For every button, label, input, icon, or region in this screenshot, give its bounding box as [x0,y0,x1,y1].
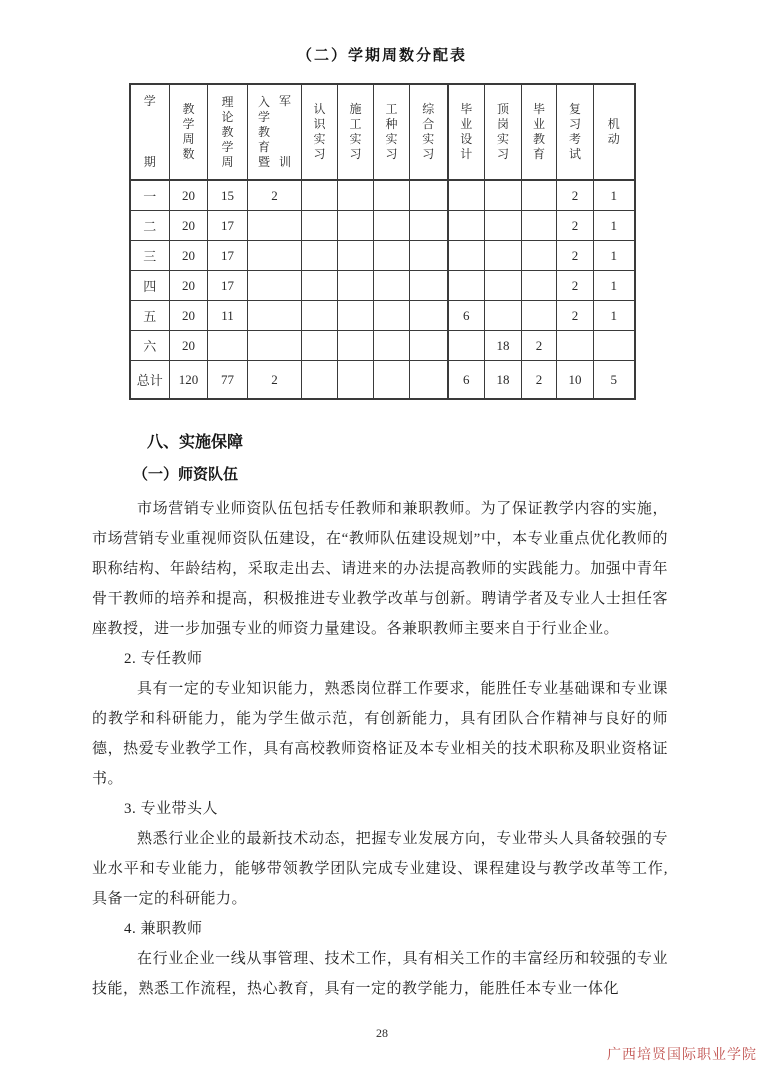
table-cell: 20 [170,271,208,301]
table-cell [374,241,410,271]
table-row [130,331,635,361]
table-cell [338,180,374,211]
table-cell [338,361,374,400]
row-label: 总计 [130,361,170,400]
table-cell [302,331,338,361]
table-cell [374,180,410,211]
subsection-heading: （一）师资队伍 [133,466,239,483]
table-cell [448,271,485,301]
table-row [130,271,635,301]
table-cell [248,241,302,271]
column-header: 机 动 [594,84,635,180]
table-cell: 2 [522,331,557,361]
table-row [130,180,635,211]
table-cell [410,211,448,241]
table-cell [248,271,302,301]
column-header: 施 工 实 习 [338,84,374,180]
table-cell [522,301,557,331]
table-row [130,361,635,400]
table-cell [410,180,448,211]
table-cell: 1 [594,271,635,301]
table-cell: 1 [594,301,635,331]
table-row [130,211,635,241]
table-title: （二）学期周数分配表 [296,47,467,64]
column-header: 综 合 实 习 [410,84,448,180]
table-cell: 1 [594,180,635,211]
row-label: 二 [130,211,170,241]
table-cell [448,331,485,361]
table-cell: 120 [170,361,208,400]
section-heading: 八、实施保障 [147,434,244,451]
table-cell [448,211,485,241]
table-cell [594,331,635,361]
paragraph-parttime-teachers: 在行业企业一线从事管理、技术工作，具有相关工作的丰富经历和较强的专业技能，熟悉工作流程，热心教育，具有一定的教学能力，能胜任本专业一体化 [92,951,668,997]
table-cell [338,301,374,331]
column-header: 教 学 周 数 [170,84,208,180]
row-label: 三 [130,241,170,271]
table-cell [448,180,485,211]
table-cell [485,180,522,211]
column-header: 理 论 教 学 周 [208,84,248,180]
table-cell: 17 [208,271,248,301]
content [92,430,668,1004]
semester-weeks-table [129,83,636,400]
table-row [130,301,635,331]
table-cell [522,180,557,211]
table-cell: 1 [594,211,635,241]
table-cell [248,331,302,361]
paragraph-program-leader: 熟悉行业企业的最新技术动态，把握专业发展方向，专业带头人具备较强的专业水平和专业能力，能够带领教学团队完成专业建设、课程建设与教学改革等工作,具备一定的科研能力。 [92,831,668,907]
table-cell: 15 [208,180,248,211]
table-cell: 20 [170,211,208,241]
table-cell: 20 [170,301,208,331]
row-label: 五 [130,301,170,331]
table-cell: 2 [557,180,594,211]
row-label: 四 [130,271,170,301]
table-cell: 2 [557,211,594,241]
table-cell [302,180,338,211]
table-cell [374,361,410,400]
item-title-parttime-teachers: 4. 兼职教师 [124,921,203,937]
table-cell [485,271,522,301]
column-header: 入 学 教 育 暨 军 训 [248,84,302,180]
school-watermark: 广西培贤国际职业学院 [607,1046,757,1062]
table-cell: 5 [594,361,635,400]
row-label: 六 [130,331,170,361]
table-cell [338,211,374,241]
table-cell [302,361,338,400]
table-cell: 11 [208,301,248,331]
table-cell [410,361,448,400]
table-cell [338,331,374,361]
table-cell: 2 [248,361,302,400]
table-cell: 2 [557,241,594,271]
table-cell [485,211,522,241]
paragraph-fulltime-teachers: 具有一定的专业知识能力，熟悉岗位群工作要求，能胜任专业基础课和专业课的教学和科研能力，能为学生做示范，有创新能力，具有团队合作精神与良好的师德，热爱专业教学工作，具有高校教师资格证及本专业相关的技术职称及职业资格证书。 [92,681,668,787]
table-cell [302,301,338,331]
table-cell [448,241,485,271]
item-title-program-leader: 3. 专业带头人 [124,801,219,817]
table-cell [410,331,448,361]
table-cell [485,241,522,271]
paragraph-faculty-overview: 市场营销专业师资队伍包括专任教师和兼职教师。为了保证教学内容的实施，市场营销专业重视师资队伍建设，在“教师队伍建设规划”中，本专业重点优化教师的职称结构、年龄结构，采取走出去、请进来的办法提高教师的实践能力。加强中青年骨干教师的培养和提高，积极推进专业教学改革与创新。聘请学者及专业人士担任客座教授，进一步加强专业的师资力量建设。各兼职教师主要来自于行业企业。 [92,501,668,637]
column-header: 复 习 考 试 [557,84,594,180]
table-cell [302,211,338,241]
table-cell: 18 [485,331,522,361]
column-header: 毕 业 设 计 [448,84,485,180]
page-number: 28 [376,1026,388,1040]
table-cell [410,301,448,331]
column-header: 毕 业 教 育 [522,84,557,180]
table-cell: 1 [594,241,635,271]
table-row [130,241,635,271]
table-header-row [130,84,635,180]
table-cell [338,271,374,301]
column-header: 工 种 实 习 [374,84,410,180]
table-cell [338,241,374,271]
table-cell [374,271,410,301]
table-cell [374,301,410,331]
column-header: 认 识 实 习 [302,84,338,180]
table-cell: 17 [208,241,248,271]
table-cell: 2 [522,361,557,400]
table-cell [522,241,557,271]
table-cell [302,271,338,301]
table-cell: 20 [170,331,208,361]
column-header: 学 期 [130,84,170,180]
table-cell [557,331,594,361]
table-cell: 10 [557,361,594,400]
table-cell [485,301,522,331]
table-cell: 6 [448,301,485,331]
table-cell [522,211,557,241]
table-cell: 2 [557,301,594,331]
table-cell: 20 [170,180,208,211]
table-cell: 2 [248,180,302,211]
table-cell: 18 [485,361,522,400]
table-cell [410,271,448,301]
row-label: 一 [130,180,170,211]
table-cell: 2 [557,271,594,301]
table-cell: 20 [170,241,208,271]
table-cell [374,331,410,361]
table-cell: 77 [208,361,248,400]
table-cell [248,301,302,331]
table-cell [374,211,410,241]
table-cell [208,331,248,361]
table-cell [302,241,338,271]
table-cell: 6 [448,361,485,400]
table-cell: 17 [208,211,248,241]
item-title-fulltime-teachers: 2. 专任教师 [124,651,203,667]
column-header: 顶 岗 实 习 [485,84,522,180]
table-cell [522,271,557,301]
table-cell [410,241,448,271]
table-cell [248,211,302,241]
